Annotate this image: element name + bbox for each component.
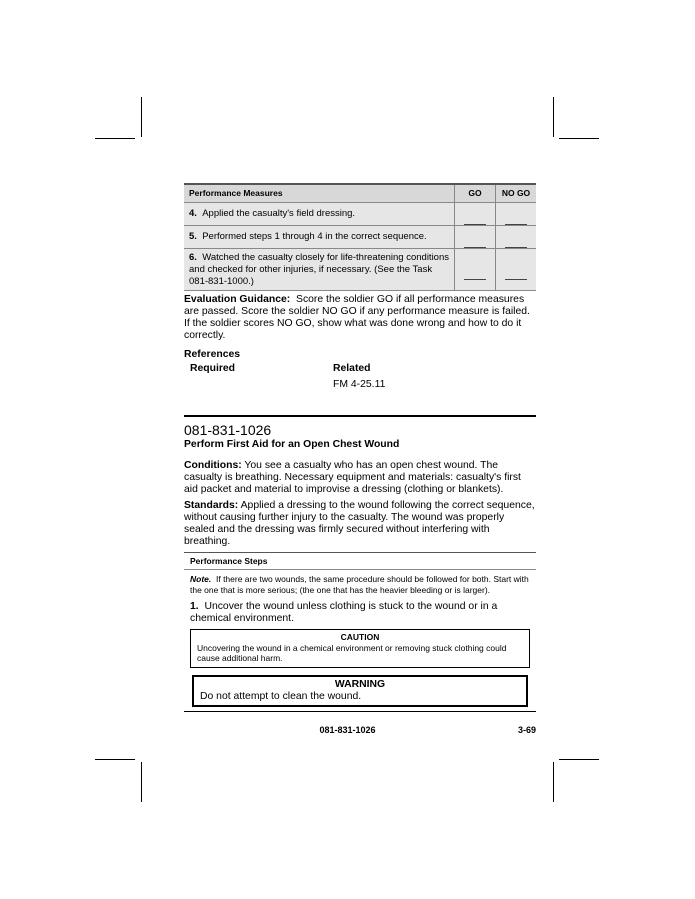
crop-mark bbox=[141, 762, 142, 802]
go-blank[interactable] bbox=[464, 270, 486, 280]
table-row bbox=[184, 202, 536, 225]
measure-cell bbox=[184, 248, 455, 290]
footer-rule bbox=[184, 711, 536, 712]
performance-measures-table bbox=[184, 183, 536, 291]
step-1-text: Uncover the wound unless clothing is stuck to the wound or in a chemical environment. bbox=[190, 600, 498, 624]
caution-box bbox=[190, 629, 530, 668]
table-row bbox=[184, 248, 536, 290]
nogo-blank[interactable] bbox=[505, 270, 527, 280]
related-label: Related bbox=[333, 362, 371, 374]
crop-mark bbox=[553, 762, 554, 802]
measure-number: 4. bbox=[189, 207, 197, 219]
nogo-blank[interactable] bbox=[505, 238, 527, 248]
standards bbox=[184, 500, 536, 548]
note-text: If there are two wounds, the same procedure should be followed for both. Start with the one that is more serious; (the one that has the heavier bleeding or is larger). bbox=[190, 573, 529, 595]
references-header-row bbox=[184, 362, 536, 376]
task-number: 081-831-1026 bbox=[184, 421, 272, 438]
task-divider bbox=[184, 415, 536, 417]
references-section bbox=[184, 348, 536, 392]
nogo-cell[interactable] bbox=[496, 202, 537, 225]
task-title: Perform First Aid for an Open Chest Wound bbox=[184, 438, 400, 450]
table-row bbox=[184, 225, 536, 248]
standards-label: Standards: bbox=[184, 499, 239, 511]
footer-task-code: 081-831-1026 bbox=[319, 725, 376, 735]
crop-mark bbox=[559, 138, 599, 139]
required-label: Required bbox=[190, 362, 236, 374]
crop-mark bbox=[95, 759, 135, 760]
note-label: Note. bbox=[190, 573, 212, 584]
step-1-number: 1. bbox=[190, 600, 199, 612]
table-header-row bbox=[184, 184, 536, 202]
measure-number: 6. bbox=[189, 251, 197, 263]
warning-text: Do not attempt to clean the wound. bbox=[200, 690, 362, 702]
crop-mark bbox=[95, 138, 135, 139]
header-go: GO bbox=[455, 184, 496, 202]
nogo-blank[interactable] bbox=[505, 215, 527, 225]
measure-text: Applied the casualty's field dressing. bbox=[202, 207, 356, 219]
evaluation-guidance bbox=[184, 294, 536, 342]
go-cell[interactable] bbox=[455, 225, 496, 248]
nogo-cell[interactable] bbox=[496, 248, 537, 290]
warning-box bbox=[192, 675, 528, 707]
caution-title: CAUTION bbox=[340, 631, 380, 642]
measure-cell bbox=[184, 202, 455, 225]
measure-text: Watched the casualty closely for life-threatening conditions and checked for other injuries, if necessary. (See the Task 081-831-1000.) bbox=[189, 251, 449, 287]
header-measures: Performance Measures bbox=[184, 184, 455, 202]
required-item bbox=[184, 378, 333, 392]
nogo-cell[interactable] bbox=[496, 225, 537, 248]
related-item: FM 4-25.11 bbox=[333, 378, 386, 390]
references-item-row bbox=[184, 378, 536, 392]
page-number: 3-69 bbox=[517, 725, 536, 735]
header-nogo: NO GO bbox=[496, 184, 537, 202]
go-cell[interactable] bbox=[455, 248, 496, 290]
evaluation-text: Score the soldier GO if all performance measures are passed. Score the soldier NO GO if any performance measure is failed. If the soldier scores NO GO, show what was done wrong and how to do it correctly. bbox=[184, 293, 530, 341]
references-title: References bbox=[184, 348, 241, 360]
standards-text: Applied a dressing to the wound following the correct sequence, without causing further injury to the casualty. The wound was properly sealed and the dressing was firmly secured without interfering with breathing. bbox=[184, 499, 535, 547]
crop-mark bbox=[559, 759, 599, 760]
measure-number: 5. bbox=[189, 230, 197, 242]
page-content bbox=[184, 183, 536, 707]
crop-mark bbox=[553, 97, 554, 137]
performance-steps-header: Performance Steps bbox=[184, 552, 536, 570]
conditions-label: Conditions: bbox=[184, 459, 242, 471]
measure-text: Performed steps 1 through 4 in the correct sequence. bbox=[202, 230, 427, 242]
go-blank[interactable] bbox=[464, 238, 486, 248]
measure-cell bbox=[184, 225, 455, 248]
note bbox=[184, 570, 536, 596]
evaluation-label: Evaluation Guidance: bbox=[184, 293, 291, 305]
step-1 bbox=[184, 596, 536, 625]
crop-mark bbox=[141, 97, 142, 137]
go-blank[interactable] bbox=[464, 215, 486, 225]
caution-text: Uncovering the wound in a chemical environment or removing stuck clothing could cause additional harm. bbox=[197, 642, 507, 663]
go-cell[interactable] bbox=[455, 202, 496, 225]
warning-title: WARNING bbox=[334, 678, 386, 690]
conditions bbox=[184, 460, 536, 496]
conditions-text: You see a casualty who has an open chest wound. The casualty is breathing. Necessary equipment and materials: casualty's first aid packet and material to improvise a dressing (clothing or blankets). bbox=[184, 459, 521, 495]
